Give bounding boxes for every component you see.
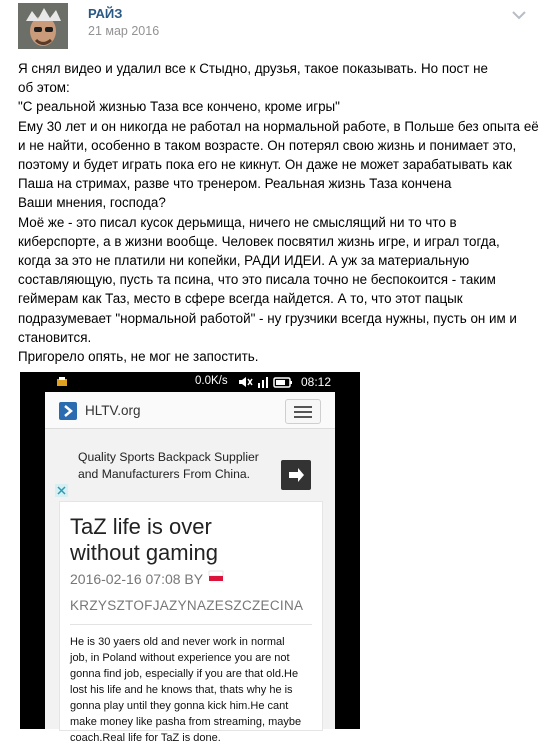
attached-screenshot[interactable] <box>20 372 360 744</box>
ad-line: and Manufacturers From China. <box>78 466 251 481</box>
article-body <box>70 634 301 746</box>
post-author[interactable]: РАЙЗ <box>88 6 123 21</box>
post-line: об этом: <box>18 80 70 96</box>
post-line: составляющую, пусть та псина, что это писала точно не беспокоится - таким <box>18 272 496 288</box>
article-line: gonna play until they gonna kick him.He cant <box>70 700 289 712</box>
article-author: KRZYSZTOFJAZYNAZESZCZECINA <box>70 598 304 613</box>
arrow-right-icon <box>281 460 311 490</box>
post-line: геймерам как Таз, место в сфере всегда найдется. А то, что этот пацык <box>18 291 463 307</box>
status-icons <box>238 375 294 389</box>
ad-banner <box>55 444 317 500</box>
post-line: Паша на стримах, разве что тренером. Реальная жизнь Таза кончена <box>18 176 452 192</box>
network-speed: 0.0K/s <box>195 375 228 387</box>
ad-text <box>78 449 259 482</box>
article-title-line: without gaming <box>70 540 218 565</box>
hltv-page <box>45 392 335 744</box>
ad-info-icon <box>55 484 68 497</box>
article-card <box>59 501 323 744</box>
avatar-image <box>18 3 68 49</box>
article-line: job, in Poland without experience you are not <box>70 652 290 664</box>
article-divider <box>70 624 312 625</box>
site-name: HLTV.org <box>85 403 141 418</box>
post-date[interactable]: 21 мар 2016 <box>88 24 160 38</box>
phone-status-bar <box>20 372 360 392</box>
post-line: киберспорте, а в жизни вообще. Человек посвятил жизнь игре, и играл тогда, <box>18 233 500 249</box>
hltv-navbar <box>45 392 335 429</box>
post-line: подразумевает "нормальной работой" - ну грузчики всегда нужны, пусть он им и <box>18 310 517 326</box>
article-title <box>70 514 218 566</box>
poland-flag-icon <box>209 571 223 581</box>
post-line: Моё же - это писал кусок дерьмища, ничего не смыслящий ни то что в <box>18 214 457 230</box>
article-date: 2016-02-16 07:08 BY <box>70 571 204 587</box>
post-line: когда за это не платили ни копейки, РАДИ ИДЕИ. А уж за материальную <box>18 253 470 269</box>
phone-clock: 08:12 <box>301 375 332 389</box>
notification-icon <box>56 376 68 387</box>
hltv-logo-icon <box>59 402 77 420</box>
post-text <box>18 59 539 366</box>
article-line: make money like pasha from streaming, maybe <box>70 716 302 728</box>
avatar[interactable] <box>18 3 68 49</box>
ad-line: Quality Sports Backpack Supplier <box>78 450 259 464</box>
post-line: Я снял видео и удалил все к Стыдно, друзья, такое показывать. Но пост не <box>18 61 488 76</box>
article-title-line: TaZ life is over <box>70 514 212 539</box>
post-line: "С реальной жизнью Таза все кончено, кроме игры" <box>18 99 340 115</box>
post-line: и не найти, особенно в таком возрасте. Он потерял свою жизнь и понимает это, <box>18 137 517 153</box>
chevron-down-icon[interactable] <box>512 10 526 20</box>
article-line: coach.Real life for TaZ is done. <box>70 732 221 744</box>
article-line: lost his life and he knows that, thats why he is <box>70 684 293 696</box>
post-line: Ему 30 лет и он никогда не работал на нормальной работе, в Польше без опыта её <box>18 118 539 134</box>
post-line: Пригорело опять, не мог не запостить. <box>18 349 259 365</box>
post-line: поэтому и будет играть пока его не кикнут. Он даже не может зарабатывать как <box>18 157 512 173</box>
article-line: gonna find job, especially if you are that old.He <box>70 668 299 680</box>
post-line: становится. <box>18 329 92 345</box>
hamburger-menu-icon <box>285 399 321 424</box>
post-line: Ваши мнения, господа? <box>18 195 166 211</box>
article-line: He is 30 yaers old and never work in normal <box>70 636 285 648</box>
